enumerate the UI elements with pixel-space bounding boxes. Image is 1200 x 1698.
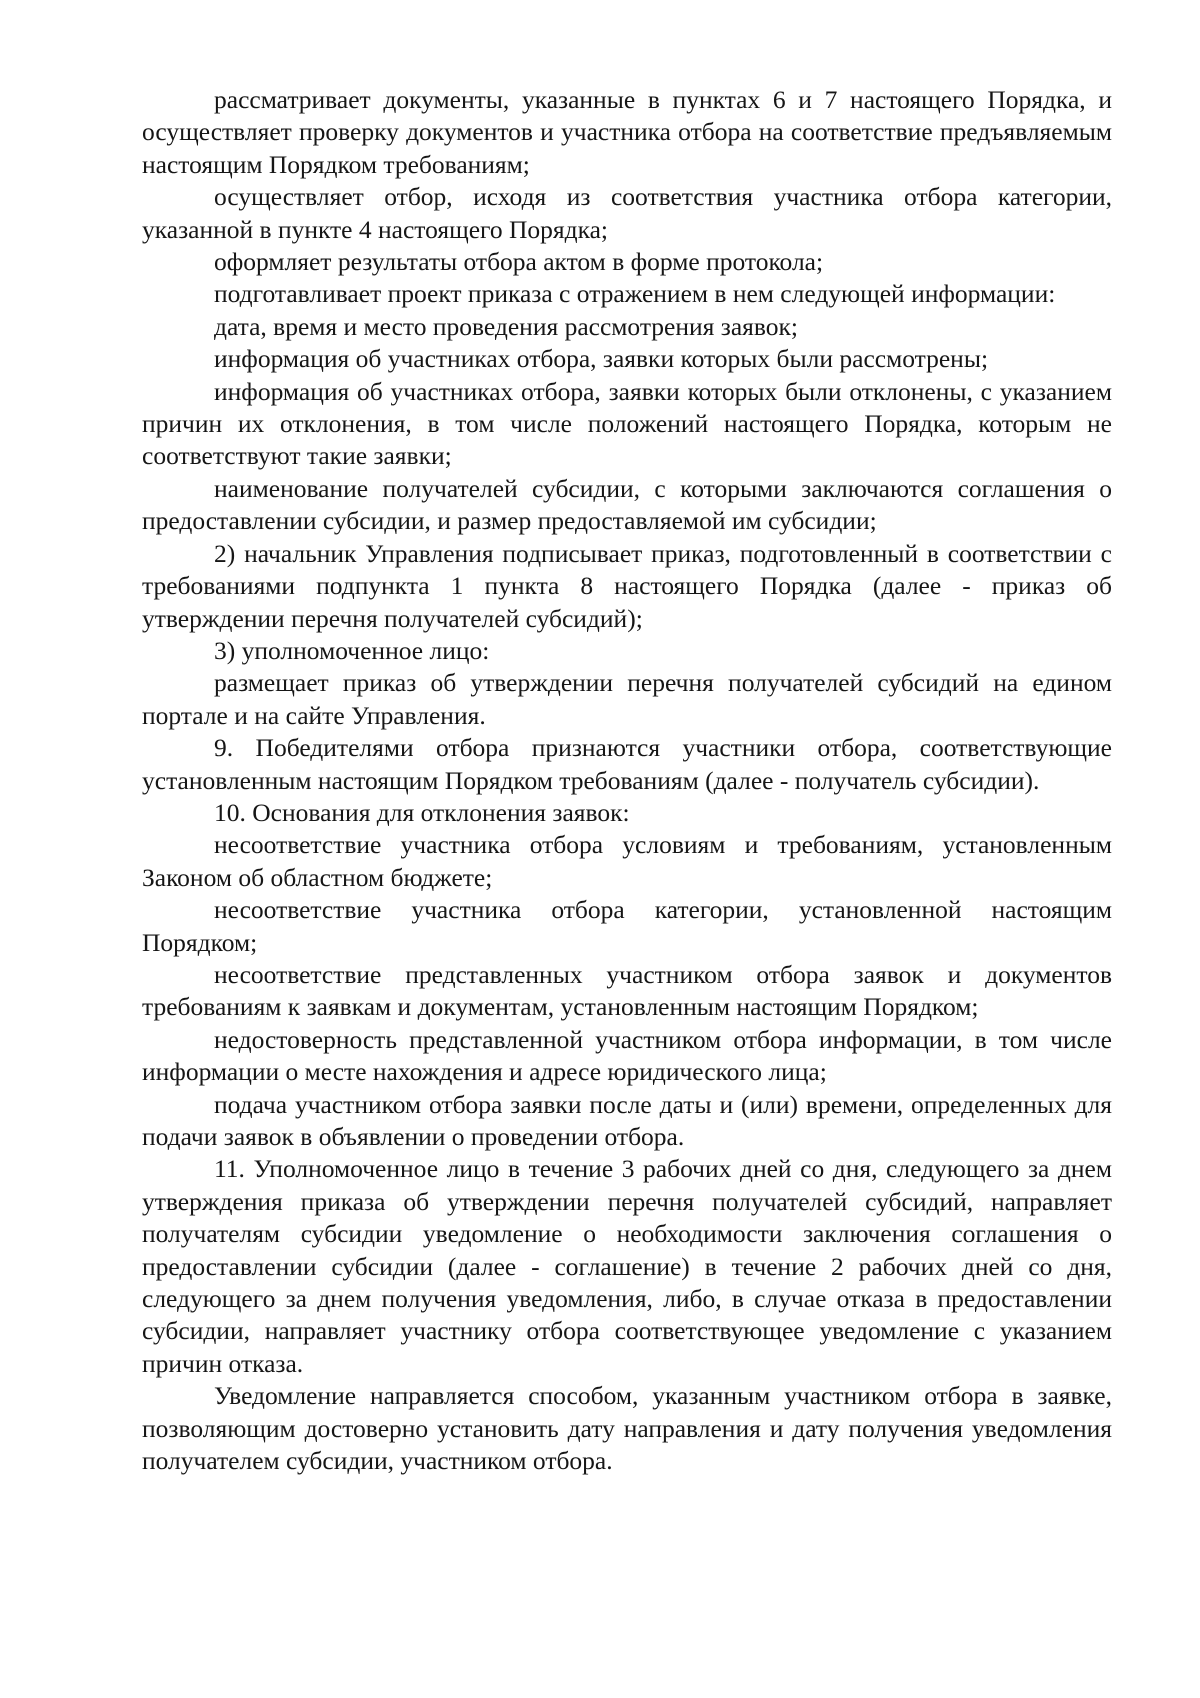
document-body [142,84,1112,1477]
paragraph-notification-method: Уведомление направляется способом, указанным участником отбора в заявке, позволяющим достоверно установить дату направления и дату получения уведомления получателем субсидии, участником отбора. [142,1381,1112,1476]
paragraph-reject-conditions: несоответствие участника отбора условиям и требованиям, установленным Законом об областном бюджете; [142,830,1112,892]
paragraph-reviewed-participants: информация об участниках отбора, заявки которых были рассмотрены; [214,344,989,374]
paragraph-selection-category: осуществляет отбор, исходя из соответствия участника отбора категории, указанной в пункте 4 настоящего Порядка; [142,182,1112,244]
paragraph-section-11: 11. Уполномоченное лицо в течение 3 рабочих дней со дня, следующего за днем утверждения приказа об утверждении перечня получателей субсидий, направляет получателям субсидии уведомление о необходимости заключения соглашения о предоставлении субсидии (далее - соглашение) в течение 2 рабочих дней со дня, следующего за днем получения уведомления, либо, в случае отказа в предоставлении субсидии, направляет участнику отбора соответствующее уведомление с указанием причин отказа. [142,1154,1112,1378]
paragraph-reject-false-info: недостоверность представленной участником отбора информации, в том числе информации о месте нахождения и адресе юридического лица; [142,1024,1112,1087]
paragraph-reject-documents: несоответствие представленных участником отбора заявок и документов требованиям к заявкам и документам, установленным настоящим Порядком; [142,959,1112,1022]
paragraph-head-signs-order: 2) начальник Управления подписывает приказ, подготовленный в соответствии с требованиями подпункта 1 пункта 8 настоящего Порядка (далее - приказ об утверждении перечня получателей субсидий); [142,538,1112,633]
paragraph-section-9: 9. Победителями отбора признаются участники отбора, соответствующие установленным настоящим Порядком требованиям (далее - получатель субсидии). [142,733,1112,795]
paragraph-date-time-place: дата, время и место проведения рассмотрения заявок; [214,311,798,341]
paragraph-protocol: оформляет результаты отбора актом в форме протокола; [214,247,824,277]
paragraph-review-documents: рассматривает документы, указанные в пунктах 6 и 7 настоящего Порядка, и осуществляет проверку документов и участника отбора на соответствие предъявляемым настоящим Порядком требованиям; [142,85,1112,179]
paragraph-reject-category: несоответствие участника отбора категории, установленной настоящим Порядком; [142,895,1112,957]
paragraph-draft-order: подготавливает проект приказа с отражением в нем следующей информации: [214,279,1056,309]
paragraph-rejected-participants: информация об участниках отбора, заявки которых были отклонены, с указанием причин их отклонения, в том числе положений настоящего Порядка, которым не соответствуют такие заявки; [142,376,1112,471]
paragraph-authorized-person: 3) уполномоченное лицо: [214,635,490,665]
paragraph-section-10: 10. Основания для отклонения заявок: [214,797,630,827]
paragraph-publish-order: размещает приказ об утверждении перечня получателей субсидий на едином портале и на сайте Управления. [142,668,1112,730]
paragraph-recipients-names: наименование получателей субсидии, с которыми заключаются соглашения о предоставлении субсидии, и размер предоставляемой им субсидии; [142,473,1112,536]
paragraph-reject-late: подача участником отбора заявки после даты и (или) времени, определенных для подачи заявок в объявлении о проведении отбора. [142,1089,1112,1151]
